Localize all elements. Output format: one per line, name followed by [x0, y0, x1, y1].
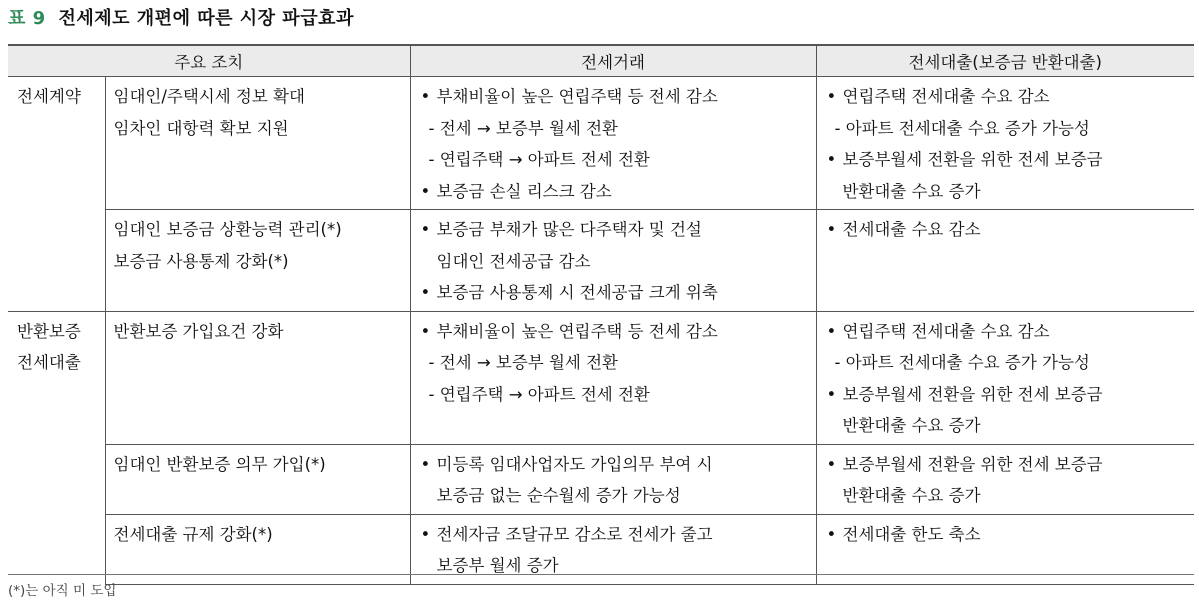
- measure-cell: [105, 210, 410, 312]
- deal-cell: [410, 77, 816, 210]
- impact-table: [8, 44, 1194, 585]
- bullet-item: • 전세대출 수요 감소: [825, 214, 1187, 246]
- table-row: [8, 444, 1194, 514]
- sub-item: - 연립주택 → 아파트 전세 전환: [419, 379, 808, 411]
- measure-line: 전세대출 규제 강화(*): [113, 524, 273, 544]
- header-measures: 주요 조치: [8, 45, 410, 77]
- bullet-item: • 전세자금 조달규모 감소로 전세가 줄고: [419, 519, 808, 551]
- deal-cell: [410, 311, 816, 444]
- category-label: 전세계약: [17, 87, 81, 106]
- bullet-item: • 보증금 손실 리스크 감소: [419, 176, 808, 208]
- measure-line: 임대인 반환보증 의무 가입(*): [113, 454, 326, 474]
- header-loans: 전세대출(보증금 반환대출): [816, 45, 1194, 77]
- continuation-line: 반환대출 수요 증가: [842, 416, 981, 435]
- category-cell: [8, 77, 105, 312]
- bullet-item: • 부채비율이 높은 연립주택 등 전세 감소: [419, 316, 808, 348]
- deal-cell: [410, 210, 816, 312]
- table-row: [8, 210, 1194, 312]
- bullet-item: • 보증금 부채가 많은 다주택자 및 건설: [419, 214, 808, 246]
- loan-cell: [816, 210, 1194, 312]
- category-label: 반환보증: [17, 321, 81, 341]
- bullet-item: • 전세대출 한도 축소: [825, 519, 1187, 551]
- header-deals: 전세거래: [410, 45, 816, 77]
- deal-cell: [410, 444, 816, 514]
- bullet-item: • 보증금 사용통제 시 전세공급 크게 위축: [419, 277, 808, 309]
- category-cell: [8, 311, 105, 584]
- impact-table-wrapper: [8, 44, 1194, 585]
- sub-item: - 전세 → 보증부 월세 전환: [419, 113, 808, 145]
- loan-cell: [816, 444, 1194, 514]
- measure-cell: [105, 444, 410, 514]
- measure-line: 반환보증 가입요건 강화: [113, 321, 284, 341]
- category-label: 전세대출: [17, 353, 81, 372]
- footnote: [8, 574, 1194, 599]
- table-number: 표 9: [8, 8, 46, 29]
- sub-item: - 아파트 전세대출 수요 증가 가능성: [825, 113, 1187, 145]
- sub-item: - 연립주택 → 아파트 전세 전환: [419, 144, 808, 176]
- bullet-item: • 부채비율이 높은 연립주택 등 전세 감소: [419, 81, 808, 113]
- continuation-line: 반환대출 수요 증가: [842, 181, 981, 201]
- measure-cell: [105, 77, 410, 210]
- continuation-line: 반환대출 수요 증가: [842, 486, 981, 505]
- table-row: [8, 77, 1194, 210]
- continuation-line: 보증금 없는 순수월세 증가 가능성: [436, 486, 681, 505]
- table-row: [8, 311, 1194, 444]
- bullet-item: • 연립주택 전세대출 수요 감소: [825, 81, 1187, 113]
- footnote-text: (*)는 아직 미 도입: [8, 583, 117, 599]
- bullet-item: • 보증부월세 전환을 위한 전세 보증금: [825, 144, 1187, 176]
- bullet-item: • 보증부월세 전환을 위한 전세 보증금: [825, 449, 1187, 481]
- measure-cell: [105, 311, 410, 444]
- table-header-row: [8, 45, 1194, 77]
- measure-line: 임대인/주택시세 정보 확대: [113, 87, 305, 106]
- continuation-line: 보증부 월세 증가: [436, 556, 559, 575]
- measure-line: 보증금 사용통제 강화(*): [113, 251, 289, 271]
- bullet-item: • 보증부월세 전환을 위한 전세 보증금: [825, 379, 1187, 411]
- table-title: [8, 4, 354, 30]
- table-title-text: 전세제도 개편에 따른 시장 파급효과: [58, 8, 354, 29]
- measure-line: 임차인 대항력 확보 지원: [113, 118, 289, 138]
- bullet-item: • 연립주택 전세대출 수요 감소: [825, 316, 1187, 348]
- sub-item: - 전세 → 보증부 월세 전환: [419, 347, 808, 379]
- loan-cell: [816, 311, 1194, 444]
- continuation-line: 임대인 전세공급 감소: [436, 251, 591, 271]
- sub-item: - 아파트 전세대출 수요 증가 가능성: [825, 347, 1187, 379]
- bullet-item: • 미등록 임대사업자도 가입의무 부여 시: [419, 449, 808, 481]
- loan-cell: [816, 77, 1194, 210]
- measure-line: 임대인 보증금 상환능력 관리(*): [113, 220, 342, 239]
